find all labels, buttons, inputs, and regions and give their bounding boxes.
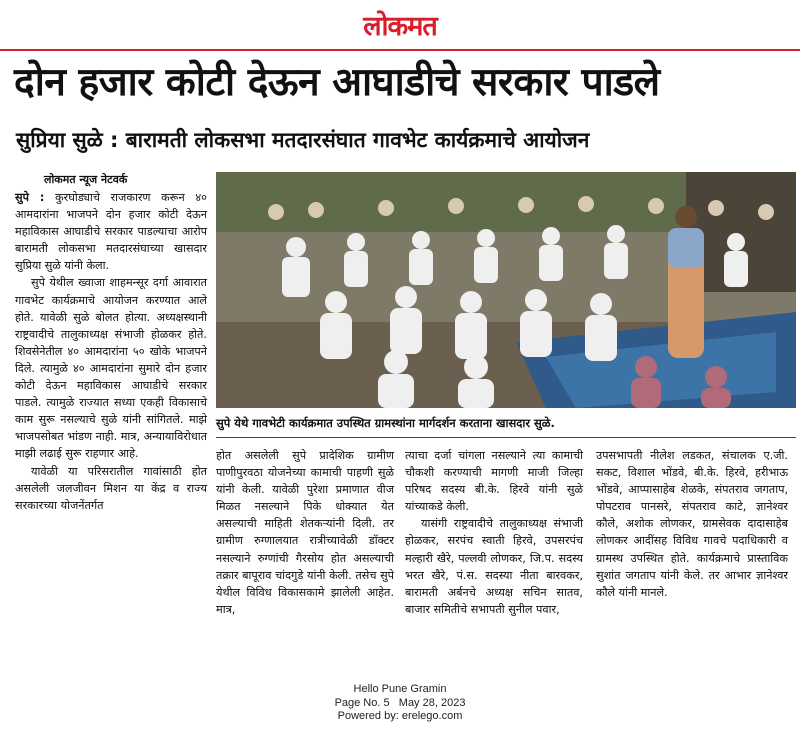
article-paragraph: सुपे येथील ख्वाजा शाहमन्सूर दर्गा आवारात गावभेट कार्यक्रमाचे आयोजन करण्यात आले होते. यावेळी सुळे बोलत होत्या. अध्यक्षस्थानी राष्ट्रवादीचे तालुकाध्यक्ष संभाजी होळकर होते. शिवसेनेतील ४० आमदारांना ५० खोके भाजपने दिले. त्यामुळे ४० आमदारांना सुमारे दोन हजार कोटी देऊन महाविकास आघाडीचे सरकार पाडले. त्यामुळे राज्यात सध्या एकही विकासाचे काम सुरू नसल्याचे सुळे यांनी सांगितले. माझे भाजपसोबत भांडण नाही. मात्र, अन्यायाविरोधात माझी लढाई सुरू राहणार आहे.: [15, 276, 207, 461]
article-paragraph: उपसभापती नीलेश लडकत, संचालक ए.जी. सकट, विशाल भोंडवे, बी.के. हिरवे, हरीभाऊ भोंडवे, आप्पासाहेब शेळके, संपतराव जगताप, पोपटराव पानसरे, संपतराव काटे, ज्ञानेश्वर कौले, अशोक लोणकर, ग्रामसेवक दादासाहेब लोणकर आदींसह विविध गावचे पदाधिकारी व ग्रामस्थ उपस्थित होते. कार्यक्रमाचे प्रास्ताविक सुशांत जगताप यांनी केले. तर आभार ज्ञानेश्वर कौले यांनी मानले.: [596, 449, 788, 599]
article-paragraph: होत असलेली सुपे प्रादेशिक ग्रामीण पाणीपुरवठा योजनेच्या कामाची पाहणी सुळे यांनी केली. यावेळी पुरेशा प्रमाणात वीज मिळत नसल्याने पिके धोक्यात येत असल्याची माहिती शेतकऱ्यांनी दिली. तर ग्रामीण रुग्णालयात रात्रीच्यावेळी डॉक्टर नसल्याने रुग्णांची गैरसोय होत असल्याची तक्रार बापूराव चांदगुडे यांनी केली. तसेच सुपे येथील विविध विकासकामे झालेली आहेत. मात्र,: [216, 449, 394, 616]
article-paragraph: यासंगी राष्ट्रवादीचे तालुकाध्यक्ष संभाजी होळकर, सरपंच स्वाती हिरवे, उपसरपंच मल्हारी खैरे, पल्लवी लोणकर, जि.प. सदस्य भरत खैरे, पं.स. सदस्या नीता बारवकर, बारामती अर्बनचे अध्यक्ष सचिन सातव, बाजार समितीचे सभापती सुनील पवार,: [405, 517, 583, 616]
newspaper-logo: लोकमत: [363, 11, 437, 42]
article-paragraph: यावेळी या परिसरातील गावांसाठी होत असलेली जलजीवन मिशन या केंद्र व राज्य सरकारच्या योजनेंतर्गत: [15, 464, 207, 512]
edition-date: May 28, 2023: [398, 696, 466, 709]
page-and-date: [0, 697, 800, 711]
powered-by: Powered by: erelego.com: [337, 710, 463, 722]
article-column-4: [596, 447, 788, 601]
edition-name: Hello Pune Gramin: [353, 683, 447, 695]
crowd-photo-illustration: [216, 172, 796, 408]
article-byline: लोकमत न्यूज नेटवर्क: [44, 173, 128, 186]
article-column-3: [405, 447, 583, 618]
article-subheadline: सुप्रिया सुळे : बारामती लोकसभा मतदारसंघात गावभेट कार्यक्रमाचे आयोजन: [16, 128, 590, 152]
article-headline: दोन हजार कोटी देऊन आघाडीचे सरकार पाडले: [14, 60, 660, 105]
article-paragraph: [15, 189, 207, 274]
masthead-divider: [0, 49, 800, 51]
paragraph-text: कुरघोड्याचे राजकारण करून ४० आमदारांना भाजपने दोन हजार कोटी देऊन महाविकास आघाडीचे सरकार पाडल्याचा आरोप बारामती लोकसभा मतदारसंघाच्या खासदार सुप्रिया सुळे यांनी केला.: [15, 191, 207, 273]
dateline: सुपे :: [15, 191, 45, 204]
article-column-1: [15, 189, 207, 514]
page-footer: [0, 683, 800, 724]
article-column-2: [216, 447, 394, 618]
page-number: Page No. 5: [334, 696, 390, 709]
photo-caption: सुपे येथे गावभेटी कार्यक्रमात उपस्थित ग्रामस्थांना मार्गदर्शन करताना खासदार सुळे.: [216, 416, 555, 430]
article-photo: [216, 172, 796, 408]
article-paragraph: त्याचा दर्जा चांगला नसल्याने त्या कामाची चौकशी करण्याची मागणी माजी जिल्हा परिषद सदस्य बी.के. हिरवे यांनी सुळे यांच्याकडे केली.: [405, 449, 583, 514]
caption-divider: [216, 437, 796, 438]
masthead: [0, 0, 800, 48]
